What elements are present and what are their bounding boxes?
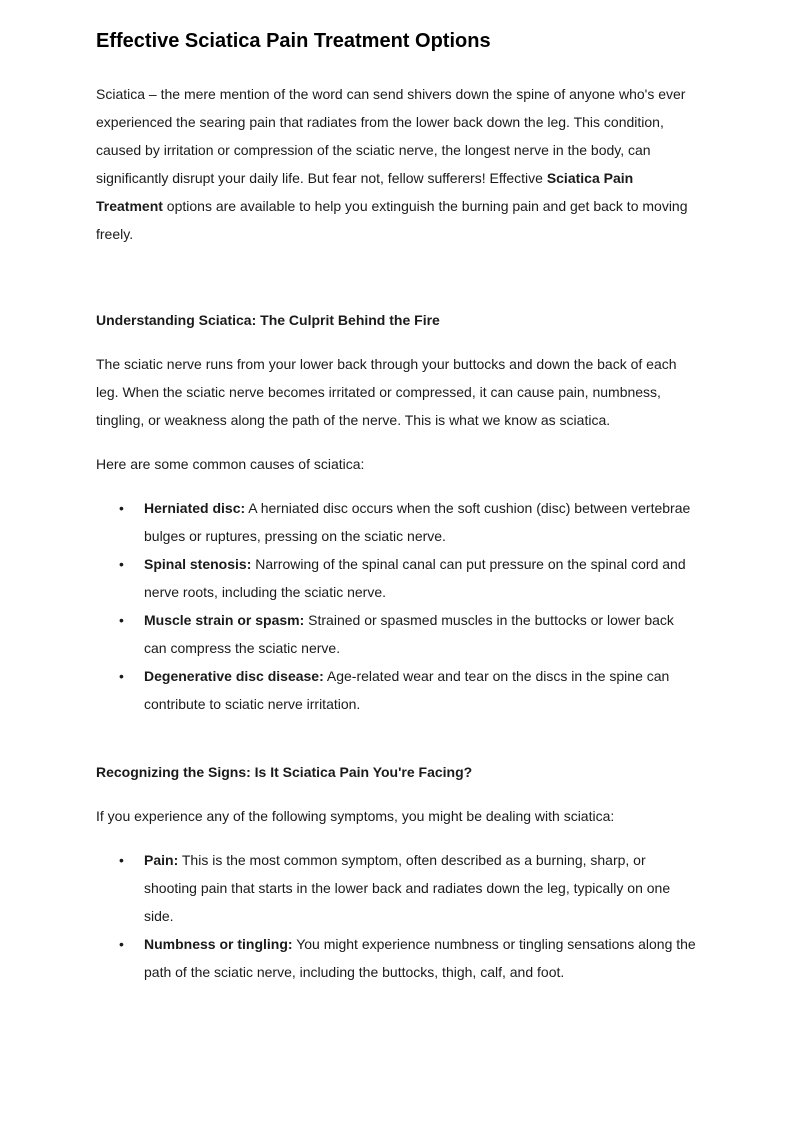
causes-intro: Here are some common causes of sciatica: [96,456,365,472]
bullet-icon: • [119,852,124,868]
list-item-term: Muscle strain or spasm: [144,612,305,628]
list-item-text: You might experience numbness or tingling sensations along the path of the sciatic nerve, including the buttocks, thigh, calf, and foot. [144,936,696,980]
list-item [96,662,700,718]
page-title: Effective Sciatica Pain Treatment Options [96,30,491,52]
list-item-term: Pain: [144,852,179,868]
bullet-icon: • [119,556,124,572]
list-item [96,606,700,662]
list-item-term: Herniated disc: [144,500,246,516]
list-item-text: This is the most common symptom, often described as a burning, sharp, or shooting pain that starts in the lower back and radiates down the leg, typically on one side. [144,852,671,924]
intro-paragraph [96,80,700,248]
intro-text-end: options are available to help you extinguish the burning pain and get back to moving freely. [96,198,688,242]
section-heading-signs: Recognizing the Signs: Is It Sciatica Pain You're Facing? [96,764,473,780]
list-item-term: Degenerative disc disease: [144,668,324,684]
intro-bold-keyword: Sciatica Pain Treatment [96,170,634,214]
list-item [96,846,700,930]
list-item [96,930,700,986]
symptoms-intro: If you experience any of the following symptoms, you might be dealing with sciatica: [96,808,615,824]
list-item [96,494,700,550]
bullet-icon: • [119,500,124,516]
list-item [96,550,700,606]
list-item-text: Narrowing of the spinal canal can put pressure on the spinal cord and nerve roots, including the sciatic nerve. [144,556,686,600]
list-item-term: Numbness or tingling: [144,936,293,952]
list-item-text: A herniated disc occurs when the soft cushion (disc) between vertebrae bulges or ruptures, pressing on the sciatic nerve. [144,500,691,544]
list-item-text: Age-related wear and tear on the discs in the spine can contribute to sciatic nerve irritation. [144,668,670,712]
bullet-icon: • [119,668,124,684]
list-item-text: Strained or spasmed muscles in the buttocks or lower back can compress the sciatic nerve. [144,612,674,656]
list-item-term: Spinal stenosis: [144,556,252,572]
bullet-icon: • [119,612,124,628]
symptoms-list [96,846,700,986]
intro-text: Sciatica – the mere mention of the word can send shivers down the spine of anyone who's ever experienced the searing pain that radiates from the lower back down the leg. This condition, caused by irritation or compression of the sciatic nerve, the longest nerve in the body, can significantly disrupt your daily life. But fear not, fellow sufferers! Effective [96,86,686,186]
nerve-paragraph: The sciatic nerve runs from your lower back through your buttocks and down the back of each leg. When the sciatic nerve becomes irritated or compressed, it can cause pain, numbness, tingling, or weakness along the path of the nerve. This is what we know as sciatica. [96,356,677,428]
section-heading-understanding: Understanding Sciatica: The Culprit Behind the Fire [96,312,440,328]
causes-list [96,494,700,718]
bullet-icon: • [119,936,124,952]
document-page [96,28,700,986]
